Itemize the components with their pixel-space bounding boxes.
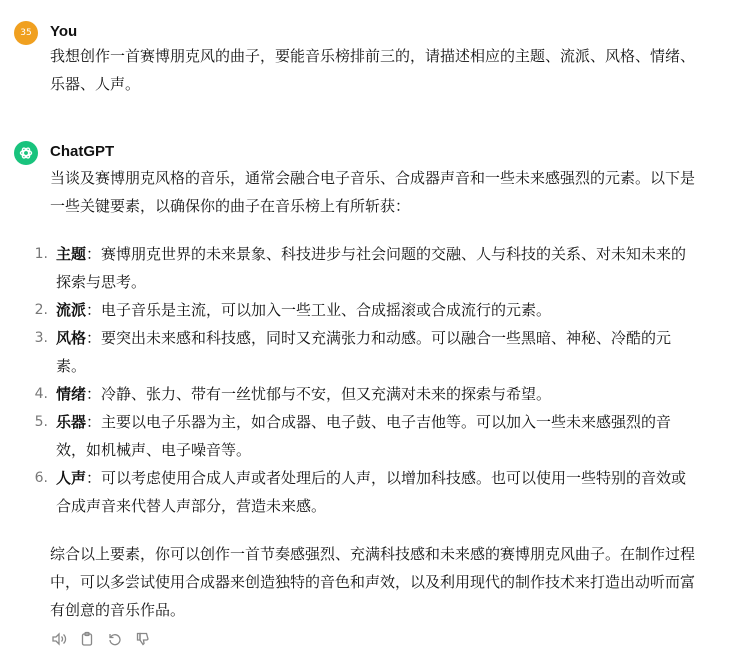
speaker-icon[interactable] bbox=[50, 630, 68, 648]
user-avatar bbox=[14, 21, 38, 45]
list-text: ：要突出未来感和科技感，同时又充满张力和动感。可以融合一些黑暗、神秘、冷酷的元 bbox=[86, 329, 672, 347]
list-text: ：电子音乐是主流，可以加入一些工业、合成摇滚或合成流行的元素。 bbox=[86, 301, 552, 319]
list-number: 6. bbox=[34, 470, 48, 486]
assistant-name: ChatGPT bbox=[50, 143, 115, 160]
user-message-line: 乐器、人声。 bbox=[50, 75, 141, 93]
openai-logo-icon bbox=[18, 145, 34, 161]
list-item bbox=[30, 380, 742, 408]
list-item bbox=[30, 296, 742, 324]
thumbs-down-icon[interactable] bbox=[134, 630, 152, 648]
list-number: 4. bbox=[34, 386, 48, 402]
list-text-cont: 素。 bbox=[56, 357, 87, 375]
list-item bbox=[30, 240, 742, 296]
assistant-intro-line: 当谈及赛博朋克风格的音乐，通常会融合电子音乐、合成器声音和一些未来感强烈的元素。以下是 bbox=[50, 169, 696, 187]
list-keyword: 乐器 bbox=[56, 413, 87, 431]
list-text-cont: 探索与思考。 bbox=[56, 273, 147, 291]
list-number: 1. bbox=[34, 246, 48, 262]
user-message-line: 我想创作一首赛博朋克风的曲子，要能音乐榜排前三的，请描述相应的主题、流派、风格、情绪、 bbox=[50, 47, 696, 65]
list-text: ：冷静、张力、带有一丝忧郁与不安，但又充满对未来的探索与希望。 bbox=[86, 385, 552, 403]
chatgpt-avatar bbox=[14, 141, 38, 165]
assistant-summary-line: 中，可以多尝试使用合成器来创造独特的音色和声效，以及利用现代的制作技术来打造出动听而富 bbox=[50, 573, 696, 591]
list-item bbox=[30, 464, 742, 520]
user-message bbox=[50, 42, 742, 98]
copy-icon[interactable] bbox=[78, 630, 96, 648]
list-item bbox=[30, 408, 742, 464]
assistant-list bbox=[30, 240, 742, 520]
list-keyword: 流派 bbox=[56, 301, 87, 319]
list-keyword: 主题 bbox=[56, 245, 87, 263]
assistant-intro-line: 一些关键要素，以确保你的曲子在音乐榜上有所斩获： bbox=[50, 197, 411, 215]
user-avatar-text: 35 bbox=[20, 28, 32, 38]
list-number: 2. bbox=[34, 302, 48, 318]
assistant-intro bbox=[50, 164, 742, 220]
list-text: ：主要以电子乐器为主，如合成器、电子鼓、电子吉他等。可以加入一些未来感强烈的音 bbox=[86, 413, 672, 431]
user-name: You bbox=[50, 23, 78, 40]
list-text: ：可以考虑使用合成人声或者处理后的人声，以增加科技感。也可以使用一些特别的音效或 bbox=[86, 469, 687, 487]
assistant-summary bbox=[50, 540, 742, 624]
message-actions bbox=[50, 630, 152, 648]
list-text-cont: 合成声音来代替人声部分，营造未来感。 bbox=[56, 497, 327, 515]
list-number: 3. bbox=[34, 330, 48, 346]
assistant-summary-line: 有创意的音乐作品。 bbox=[50, 601, 186, 619]
list-keyword: 风格 bbox=[56, 329, 87, 347]
list-text: ：赛博朋克世界的未来景象、科技进步与社会问题的交融、人与科技的关系、对未知未来的 bbox=[86, 245, 687, 263]
list-keyword: 情绪 bbox=[56, 385, 87, 403]
list-keyword: 人声 bbox=[56, 469, 87, 487]
list-text-cont: 效，如机械声、电子噪音等。 bbox=[56, 441, 252, 459]
regenerate-icon[interactable] bbox=[106, 630, 124, 648]
assistant-summary-line: 综合以上要素，你可以创作一首节奏感强烈、充满科技感和未来感的赛博朋克风曲子。在制作过程 bbox=[50, 545, 696, 563]
list-number: 5. bbox=[34, 414, 48, 430]
list-item bbox=[30, 324, 742, 380]
